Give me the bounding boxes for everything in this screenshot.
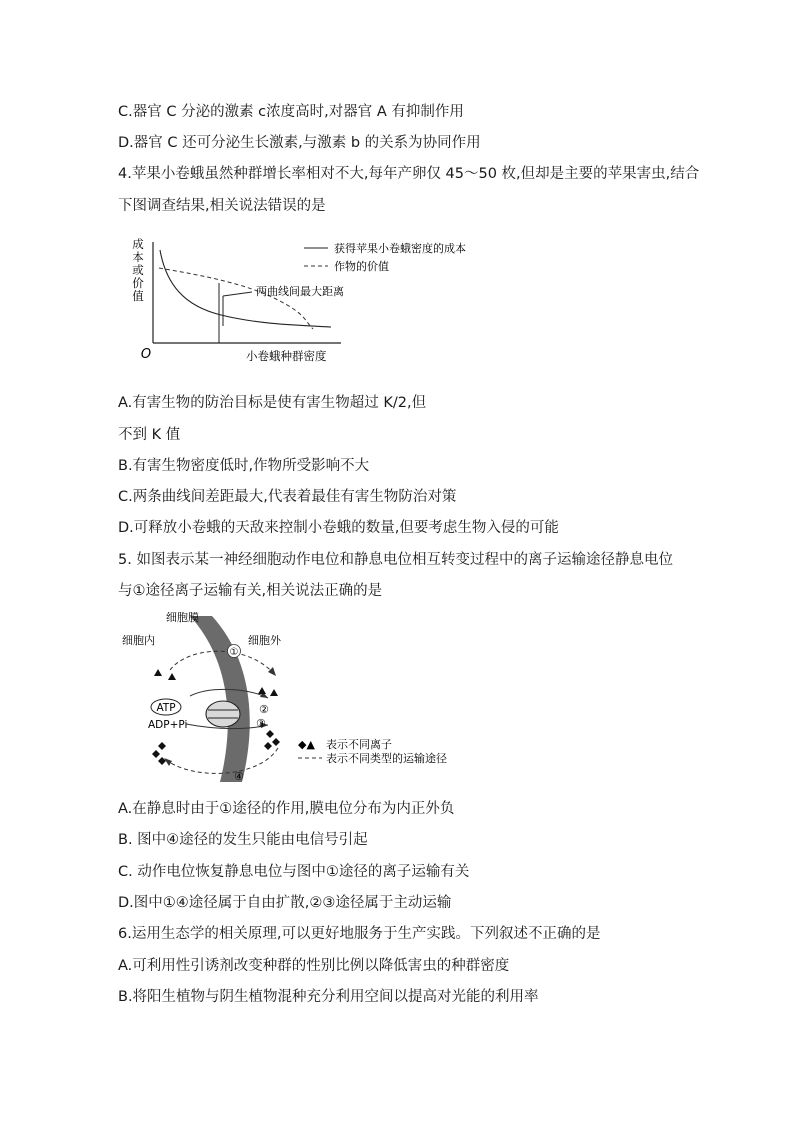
y-label-char: 价 [132,276,144,290]
ion-diamond [152,750,160,758]
ion-diamond [158,742,166,750]
x-axis-label: 小卷蛾种群密度 [246,349,327,363]
q3-option-d: D.器官 C 还可分泌生长激素,与激素 b 的关系为协同作用 [118,135,481,151]
channel-protein [206,701,240,727]
path-3-label: ③ [256,717,266,730]
path-2-label: ② [259,703,269,716]
legend-ions-label: 表示不同离子 [326,738,392,751]
path-4-label: ④ [234,770,244,783]
q4-stem-line1: 4.苹果小卷蛾虽然种群增长率相对不大,每年产卵仅 45～50 枚,但却是主要的苹果害虫,结合 [118,166,700,182]
crop-value-curve [159,268,313,329]
pathway-4-arrowhead [164,758,172,766]
pathway-4-arrow [164,748,278,773]
legend-dashed-label: 作物的价值 [334,260,389,273]
q3-option-c: C.器官 C 分泌的激素 c浓度高时,对器官 A 有抑制作用 [118,104,464,120]
q4-option-d: D.可释放小卷蛾的天敌来控制小卷蛾的数量,但要考虑生物入侵的可能 [118,520,559,536]
membrane-label: 细胞膜 [166,611,199,624]
ion-diamond [158,757,166,765]
q6-option-a: A.可利用性引诱剂改变种群的性别比例以降低害虫的种群密度 [118,958,510,974]
q4-option-a-line1: A.有害生物的防治目标是使有害生物超过 K/2,但 [118,395,427,411]
annotation-leader [223,292,252,296]
legend-solid-label: 获得苹果小卷蛾密度的成本 [334,242,466,255]
q4-figure [126,236,496,375]
q4-option-b: B.有害生物密度低时,作物所受影响不大 [118,458,370,474]
legend-paths-label: 表示不同类型的运输途径 [326,752,447,765]
q5-stem-line2: 与①途径离子运输有关,相关说法正确的是 [118,583,383,599]
ion-diamond [272,738,280,746]
path-1-label: ① [229,647,239,658]
ion-triangle [258,687,266,694]
y-label-char: 或 [132,263,144,277]
q6-option-b: B.将阳生植物与阴生植物混种充分利用空间以提高对光能的利用率 [118,989,539,1005]
inside-label: 细胞内 [122,634,155,647]
cell-membrane [190,616,250,782]
q4-stem-line2: 下图调查结果,相关说法错误的是 [118,198,326,214]
q4-option-c: C.两条曲线间差距最大,代表着最佳有害生物防治对策 [118,489,457,505]
q5-option-a: A.在静息时由于①途径的作用,膜电位分布为内正外负 [118,801,455,817]
outside-label: 细胞外 [248,634,281,647]
adp-label: ADP+Pi [148,719,188,731]
origin-label: O [140,347,152,362]
q5-option-b: B. 图中④途径的发生只能由电信号引起 [118,832,368,848]
q4-option-a-line2: 不到 K 值 [118,427,181,443]
q6-stem: 6.运用生态学的相关原理,可以更好地服务于生产实践。下列叙述不正确的是 [118,926,601,942]
y-label-char: 本 [132,250,144,264]
legend-ions-symbols: ◆▲ [298,738,315,751]
q5-option-c: C. 动作电位恢复静息电位与图中①途径的离子运输有关 [118,864,470,880]
q5-figure [118,608,478,792]
ion-diamond [264,742,272,750]
y-label-char: 值 [132,289,144,303]
y-label-char: 成 [132,237,144,251]
annotation-label: 两曲线间最大距离 [256,285,344,298]
ion-triangle [168,673,176,680]
ion-triangle [270,689,278,696]
ion-triangle [154,669,162,676]
q5-option-d: D.图中①④途径属于自由扩散,②③途径属于主动运输 [118,895,452,911]
ion-diamond [266,730,274,738]
q5-stem-line1: 5. 如图表示某一神经细胞动作电位和静息电位相互转变过程中的离子运输途径静息电位 [118,552,673,568]
atp-label: ATP [156,702,176,714]
